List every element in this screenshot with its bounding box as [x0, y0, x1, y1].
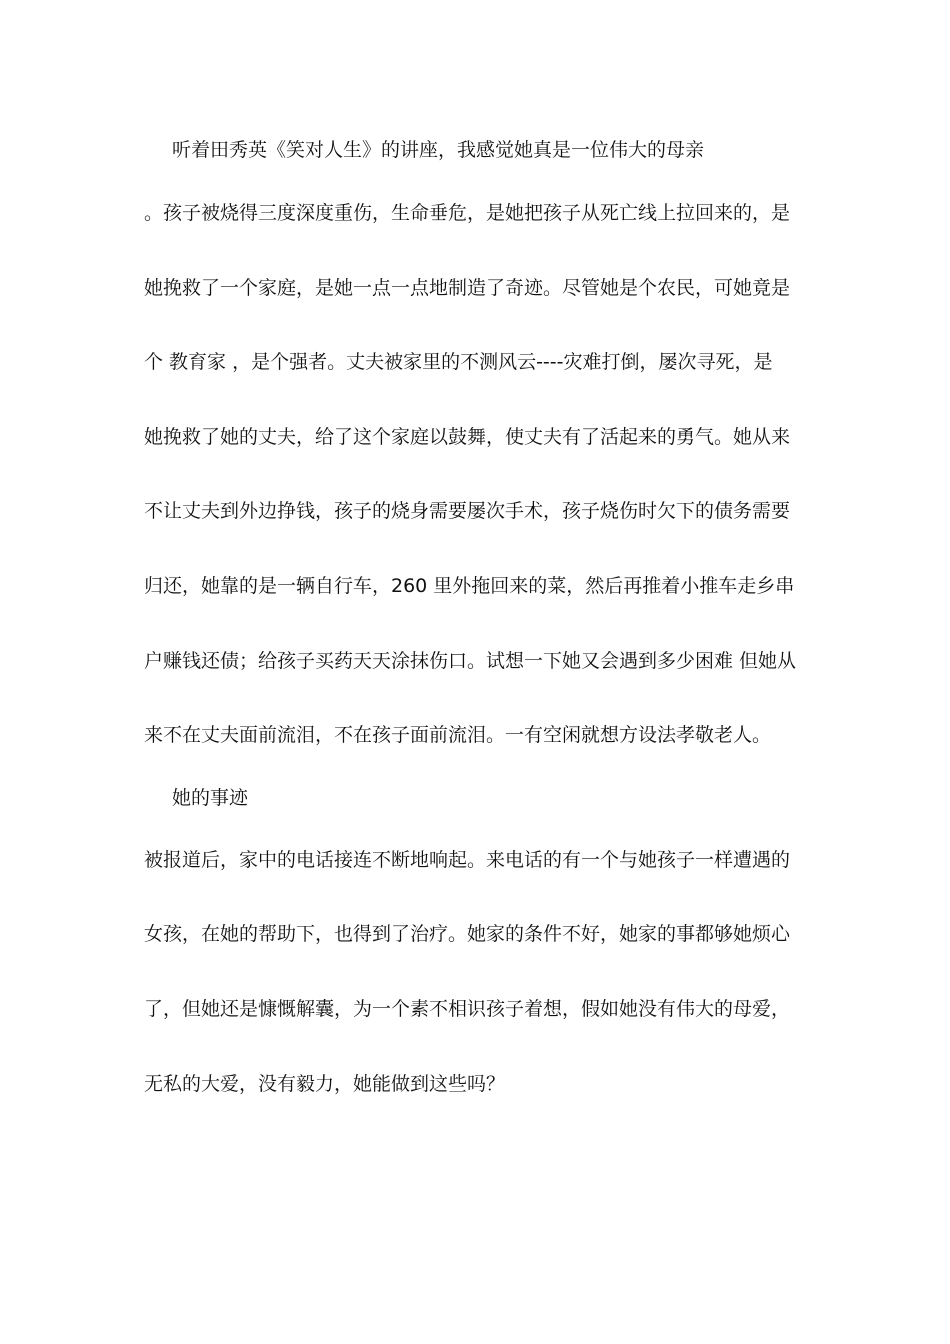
paragraph-line-7: 归还，她靠的是一辆自行车，260 里外拖回来的菜，然后再推着小推车走乡串: [144, 575, 795, 597]
paragraph-line-12: 女孩，在她的帮助下，也得到了治疗。她家的条件不好，她家的事都够她烦心: [144, 923, 791, 945]
paragraph-line-6: 不让丈夫到外边挣钱，孩子的烧身需要屡次手术，孩子烧伤时欠下的债务需要: [144, 500, 791, 522]
paragraph-line-13: 了，但她还是慷慨解囊，为一个素不相识孩子着想，假如她没有伟大的母爱，: [144, 998, 791, 1020]
paragraph-line-2: 。孩子被烧得三度深度重伤，生命垂危，是她把孩子从死亡线上拉回来的，是: [144, 202, 791, 224]
paragraph-line-1: 听着田秀英《笑对人生》的讲座，我感觉她真是一位伟大的母亲: [172, 139, 705, 161]
paragraph-line-14: 无私的大爱，没有毅力，她能做到这些吗？: [144, 1073, 506, 1095]
paragraph-line-10: 她的事迹: [172, 787, 249, 809]
paragraph-line-9: 来不在丈夫面前流泪，不在孩子面前流泪。一有空闲就想方设法孝敬老人。: [144, 724, 772, 746]
paragraph-line-3: 她挽救了一个家庭，是她一点一点地制造了奇迹。尽管她是个农民，可她竟是: [144, 277, 791, 299]
paragraph-line-4: 个 教育家 ，是个强者。丈夫被家里的不测风云----灾难打倒，屡次寻死，是: [144, 351, 773, 373]
paragraph-line-11: 被报道后，家中的电话接连不断地响起。来电话的有一个与她孩子一样遭遇的: [144, 849, 791, 871]
paragraph-line-5: 她挽救了她的丈夫，给了这个家庭以鼓舞，使丈夫有了活起来的勇气。她从来: [144, 426, 791, 448]
paragraph-line-8: 户赚钱还债；给孩子买药天天涂抹伤口。试想一下她又会遇到多少困难 但她从: [144, 650, 797, 672]
